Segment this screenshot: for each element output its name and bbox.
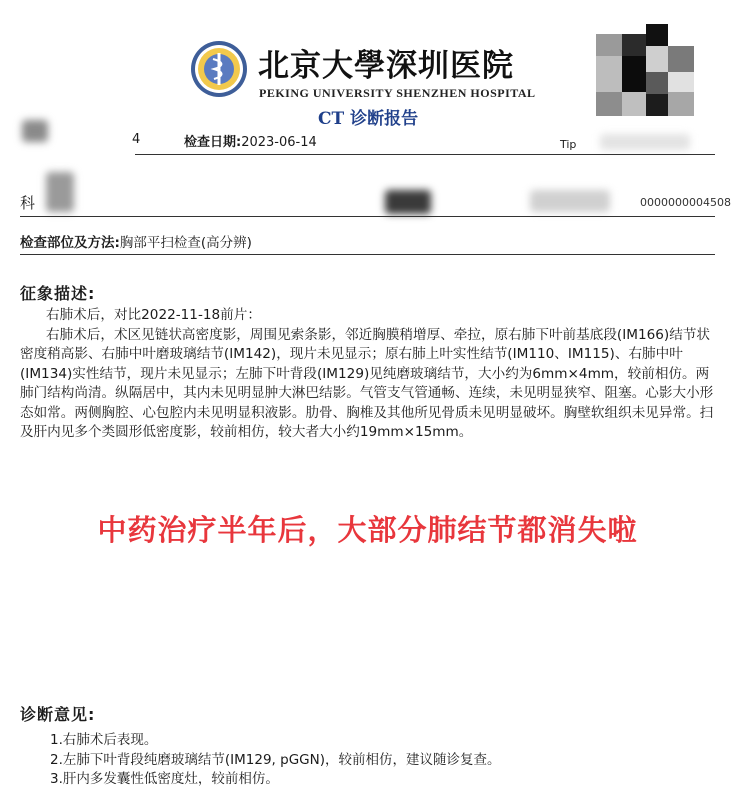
hospital-name-cn: 北京大學深圳医院 [258, 48, 514, 84]
redacted-block [22, 120, 48, 142]
divider [20, 216, 715, 217]
privacy-mosaic [596, 24, 700, 120]
exam-method-value: 胸部平扫检查(高分辨) [119, 235, 252, 251]
hospital-name-en: PEKING UNIVERSITY SHENZHEN HOSPITAL [259, 86, 536, 100]
exam-method-label: 检查部位及方法: [20, 235, 120, 251]
report-title: CT 诊断报告 [318, 109, 419, 129]
diagnosis-item: 2.左肺下叶背段纯磨玻璃结节(IM129, pGGN)，较前相仿，建议随诊复查。 [50, 751, 501, 768]
diagnosis-title: 诊断意见: [20, 705, 96, 724]
findings-body [20, 306, 720, 443]
hospital-emblem-icon [190, 40, 248, 98]
redacted-block [530, 190, 610, 212]
partial-id: 4 [132, 132, 141, 147]
divider [20, 254, 715, 255]
tip-fragment: Tip [560, 138, 577, 151]
diagnosis-list [50, 731, 500, 790]
diagnosis-item: 1.右肺术后表现。 [50, 732, 158, 748]
dept-fragment: 科 [20, 194, 36, 212]
findings-description: 右肺术后，术区见链状高密度影，周围见索条影，邻近胸膜稍增厚、牵拉，原右肺下叶前基底段(IM166)结节状密度稍高影、右肺中叶磨玻璃结节(IM142)，现片未见显示；原右肺上叶实性结节(IM110、IM115)、右肺中叶(IM134)实性结节，现片未见显示；左肺下叶背段(IM129)见纯磨玻璃结节，大小约为6mm×4mm，较前相仿。两肺门结构尚清。纵隔居中，其内未见明显肿大淋巴结影。气管支气管通畅、连续，未见明显狭窄、阻塞。心影大小形态如常。两侧胸腔、心包腔内未见明显积液影。肋骨、胸椎及其他所见骨质未见明显破坏。胸壁软组织未见异常。扫及肝内见多个类圆形低密度影，较前相仿，较大者大小约19mm×15mm。 [20, 326, 714, 440]
number-fragment: 0000000004508 [640, 196, 731, 209]
exam-date-value: 2023-06-14 [241, 135, 317, 150]
overlay-caption: 中药治疗半年后，大部分肺结节都消失啦 [97, 513, 638, 547]
exam-date-label: 检查日期: [184, 135, 242, 150]
redacted-block [46, 172, 74, 212]
redacted-block [600, 134, 690, 150]
findings-title: 征象描述: [20, 284, 96, 303]
redacted-block [385, 190, 431, 214]
exam-date [184, 131, 317, 150]
divider [135, 154, 715, 155]
diagnosis-item: 3.肝内多发囊性低密度灶，较前相仿。 [50, 771, 279, 787]
exam-method [20, 231, 252, 251]
findings-comparison: 右肺术后，对比2022-11-18前片： [46, 307, 261, 323]
